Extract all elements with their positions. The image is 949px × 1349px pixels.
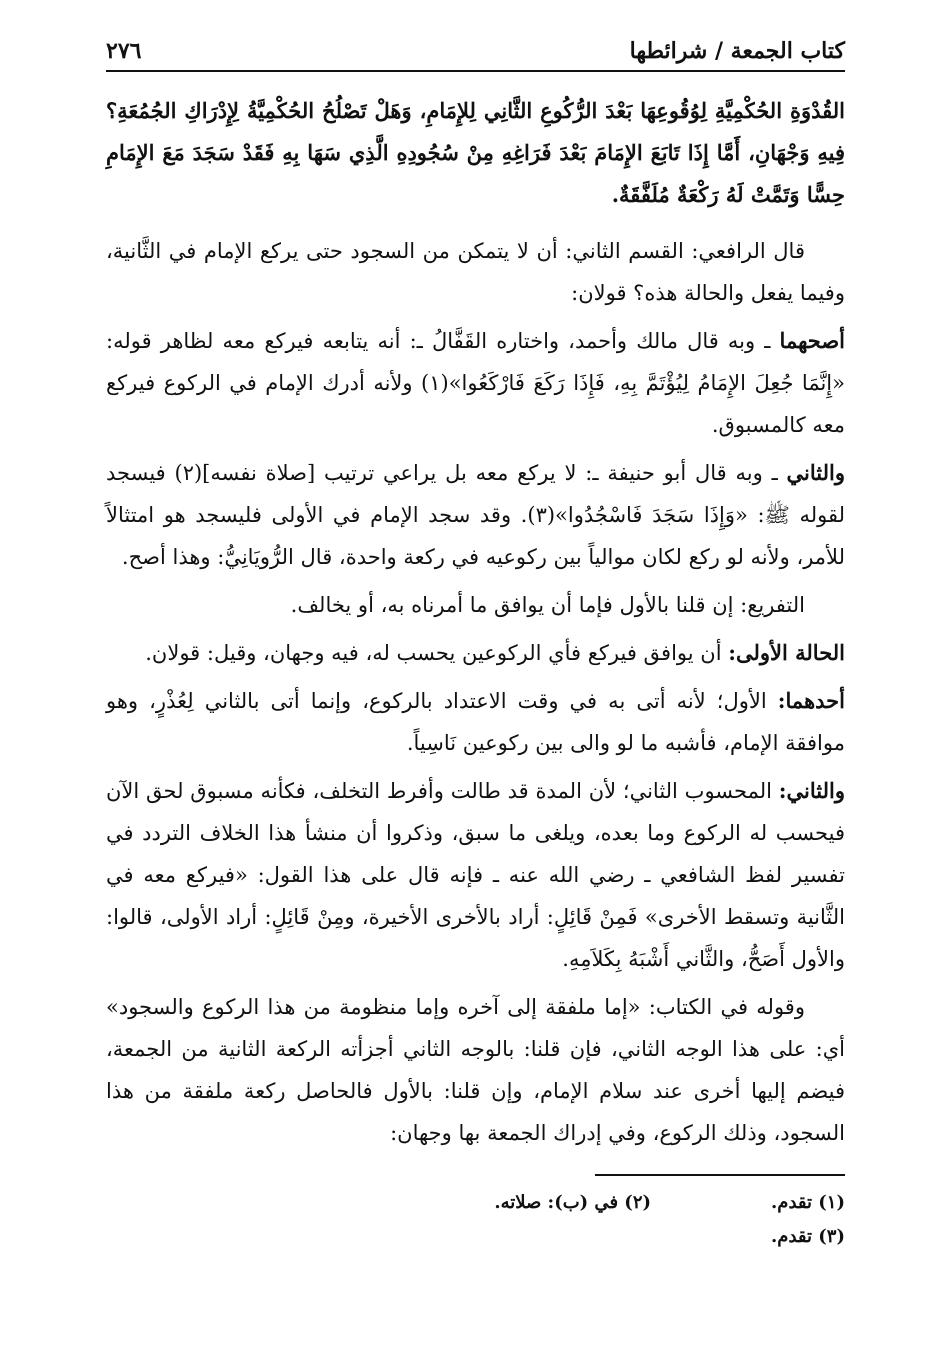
paragraph-text: التفريع: إن قلنا بالأول فإما أن يوافق ما أمرناه به، أو يخالف. — [290, 593, 805, 617]
commentary-paragraph — [106, 320, 845, 446]
paragraph-text: ـ وبه قال مالك وأحمد، واختاره القَفَّالُ ـ: أنه يتابعه فيركع معه لظاهر قوله: «إِنَّمَا جُعِلَ الإِمَامُ لِيُؤْتَمَّ بِهِ، فَإِذَا رَكَعَ فَارْكَعُوا»(١) ولأنه أدرك الإمام في الركوع فيركع معه كالمسبوق. — [106, 329, 845, 437]
paragraph-text: وقوله في الكتاب: «إما ملفقة إلى آخره وإما منظومة من هذا الركوع والسجود» أي: على هذا الوجه الثاني، فإن قلنا: بالوجه الثاني أجزأته الركعة الثانية من الجمعة، فيضم إليها أخرى عند سلام الإمام، وإن قلنا: بالأول فالحاصل ركعة ملفقة من هذا السجود، وذلك الركوع، وفي إدراك الجمعة بها وجهان: — [106, 995, 845, 1145]
footnote-2: (٢) في (ب): صلاته. — [494, 1192, 652, 1213]
commentary — [106, 230, 845, 1154]
footnotes — [106, 1186, 845, 1254]
commentary-paragraph — [106, 452, 845, 578]
commentary-paragraph — [106, 632, 845, 674]
paragraph-lead: الحالة الأولى: — [728, 640, 845, 665]
commentary-paragraph — [106, 680, 845, 764]
paragraph-lead: والثاني — [786, 460, 845, 485]
footnote-1: (١) تقدم. — [771, 1192, 845, 1213]
paragraph-lead: أصحهما — [779, 328, 845, 353]
footnote-row — [106, 1186, 845, 1220]
main-text: القُدْوَةِ الحُكْمِيَّةِ لِوُقُوعِهَا بَعْدَ الرُّكُوعِ الثَّانِي لِلإِمَامِ، وَهَلْ تَصْلُحُ الحُكْمِيَّةُ لِإِدْرَاكِ الجُمُعَةِ؟ فِيهِ وَجْهَانِ، أَمَّا إِذَا تَابَعَ الإِمَامَ بَعْدَ فَرَاغِهِ مِنْ سُجُودِهِ الَّذِي سَهَا بِهِ فَقَدْ سَجَدَ مَعَ الإِمَامِ حِسًّا وَتَمَّتْ لَهُ رَكْعَةٌ مُلَفَّقَةٌ. — [106, 98, 845, 207]
paragraph-lead: والثاني: — [778, 778, 845, 803]
page-number: ٢٧٦ — [106, 38, 142, 64]
running-title: كتاب الجمعة / شرائطها — [629, 38, 845, 64]
paragraph-lead: أحدهما: — [777, 688, 845, 713]
page-header — [106, 38, 845, 72]
paragraph-text: المحسوب الثاني؛ لأن المدة قد طالت وأفرط التخلف، فكأنه مسبوق لحق الآن فيحسب له الركوع وما بعده، ويلغى ما سبق، وذكروا أن منشأ هذا الخلاف التردد في تفسير لفظ الشافعي ـ رضي الله عنه ـ فإنه قال على هذا القول: «فيركع معه في الثَّانية وتسقط الأخرى» فَمِنْ قَائِلٍ: أراد بالأخرى الأخيرة، ومِنْ قَائِلٍ: أراد الأولى، قالوا: والأول أَصَحُّ، والثَّاني أَشْبَهُ بِكَلاَمِهِ. — [106, 779, 845, 971]
paragraph-text: الأول؛ لأنه أتى به في وقت الاعتداد بالركوع، وإنما أتى بالثاني لِعُذْرٍ، وهو موافقة الإمام، فأشبه ما لو والى بين ركوعين نَاسِياً. — [106, 689, 845, 755]
footnote-separator — [595, 1174, 845, 1176]
commentary-paragraph — [106, 584, 845, 626]
footnote-3: (٣) تقدم. — [771, 1226, 845, 1247]
commentary-paragraph — [106, 986, 845, 1154]
paragraph-text: ـ وبه قال أبو حنيفة ـ: لا يركع معه بل يراعي ترتيب [صلاة نفسه](٢) فيسجد لقوله ﷺ: «وَإِذَا سَجَدَ فَاسْجُدُوا»(٣). وقد سجد الإمام في الأولى فليسجد هو امتثالاً للأمر، ولأنه لو ركع لكان موالياً بين ركوعيه في ركعة واحدة، قال الرُّويَانِيُّ: وهذا أصح. — [106, 461, 846, 569]
paragraph-text: قال الرافعي: القسم الثاني: أن لا يتمكن من السجود حتى يركع الإمام في الثَّانية، وفيما يفعل والحالة هذه؟ قولان: — [106, 239, 845, 305]
paragraph-text: أن يوافق فيركع فأي الركوعين يحسب له، فيه وجهان، وقيل: قولان. — [145, 641, 729, 665]
commentary-paragraph — [106, 230, 845, 314]
commentary-paragraph — [106, 770, 845, 980]
